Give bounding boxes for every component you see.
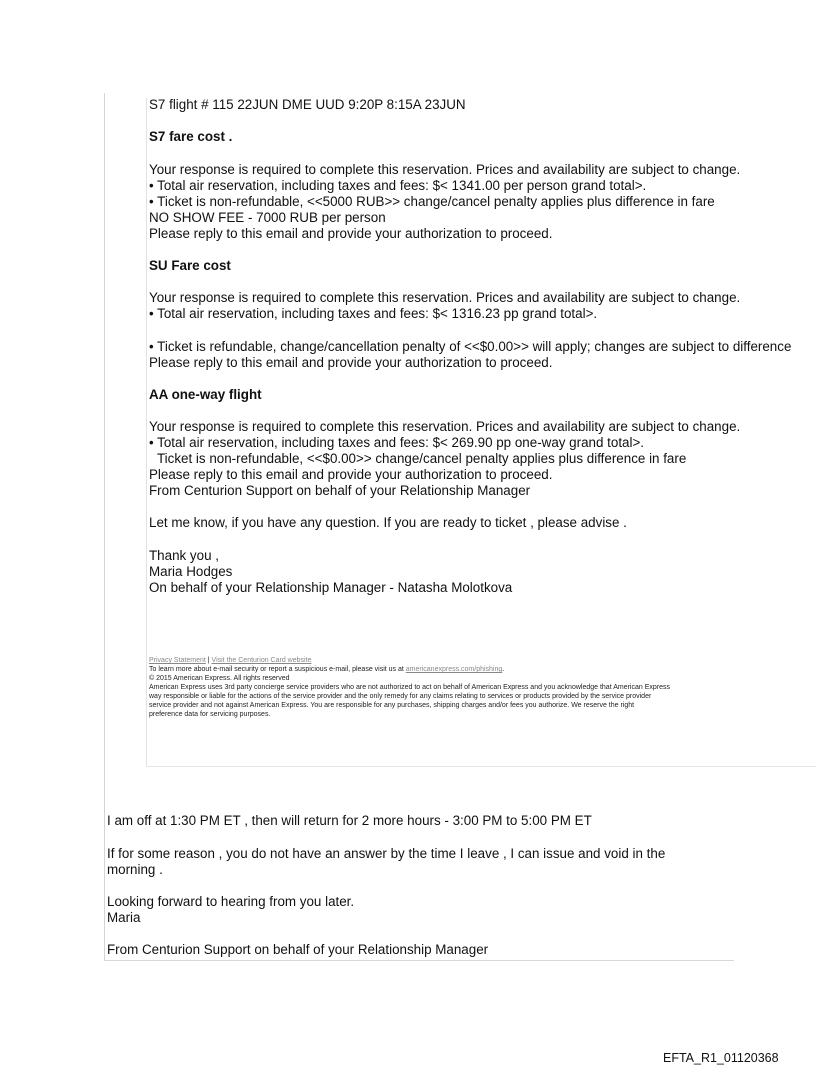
- phishing-link[interactable]: americanexpress.com/phishing: [405, 666, 503, 673]
- s7-total-text: • Total air reservation, including taxes and fees: $< 1341.00 per person grand total>.: [149, 178, 647, 193]
- signer-name: Maria Hodges: [149, 564, 233, 579]
- aa-fare-heading: AA one-way flight: [149, 387, 262, 402]
- su-total-text: • Total air reservation, including taxes and fees: $< 1316.23 pp grand total>.: [149, 306, 598, 321]
- document-id: EFTA_R1_01120368: [663, 1051, 779, 1065]
- disclaimer-line-3: service provider and not against American Express. You are responsible for any purchases, shipping charges and/or fees you authorize. We reserve the right: [149, 702, 635, 709]
- thanks-text: Thank you ,: [149, 548, 219, 563]
- s7-reply-text: Please reply to this email and provide your authorization to proceed.: [149, 226, 553, 241]
- aa-from-text: From Centurion Support on behalf of your Relationship Manager: [149, 483, 531, 498]
- security-notice: [149, 665, 504, 674]
- reason-text-line-2: morning .: [107, 862, 163, 877]
- s7-ticket-text: • Ticket is non-refundable, <<5000 RUB>> change/cancel penalty applies plus difference in fare: [149, 194, 715, 209]
- s7-fare-heading: S7 fare cost .: [149, 129, 233, 144]
- su-reply-text: Please reply to this email and provide your authorization to proceed.: [149, 355, 553, 370]
- security-notice-prefix: To learn more about e-mail security or report a suspicious e-mail, please visit us at: [149, 666, 406, 673]
- s7-flight-line: S7 flight # 115 22JUN DME UUD 9:20P 8:15A 23JUN: [149, 97, 466, 112]
- aa-reply-text: Please reply to this email and provide your authorization to proceed.: [149, 467, 553, 482]
- question-text: Let me know, if you have any question. If you are ready to ticket , please advise .: [149, 515, 627, 530]
- disclaimer-line-4: preference data for servicing purposes.: [149, 711, 271, 718]
- quote-rule-inner: [146, 98, 147, 766]
- aa-response-text: Your response is required to complete this reservation. Prices and availability are subject to change.: [149, 419, 741, 434]
- disclaimer-line-2: way responsible or liable for the actions of the service provider and the only remedy for any claims relating to services or products provided by the service provider: [149, 693, 652, 700]
- s7-noshow-text: NO SHOW FEE - 7000 RUB per person: [149, 210, 386, 225]
- outer-from-text: From Centurion Support on behalf of your Relationship Manager: [107, 942, 489, 957]
- centurion-website-link[interactable]: Visit the Centurion Card website: [211, 657, 312, 664]
- privacy-statement-link[interactable]: Privacy Statement: [149, 657, 206, 664]
- security-notice-suffix: .: [502, 666, 505, 673]
- sender-name: Maria: [107, 910, 141, 925]
- su-response-text: Your response is required to complete this reservation. Prices and availability are subject to change.: [149, 290, 741, 305]
- link-separator: |: [205, 657, 212, 664]
- su-fare-heading: SU Fare cost: [149, 258, 231, 273]
- behalf-text: On behalf of your Relationship Manager - Natasha Molotkova: [149, 580, 513, 595]
- disclaimer-line-1: American Express uses 3rd party concierge service providers who are not authorized to act on behalf of American Express and you acknowledge that American Express: [149, 684, 670, 691]
- copyright-text: © 2015 American Express. All rights reserved: [149, 675, 290, 682]
- footer-links: [149, 656, 311, 665]
- closing-text: Looking forward to hearing from you later.: [107, 894, 355, 909]
- quote-divider-inner: [146, 766, 816, 767]
- su-ticket-text: • Ticket is refundable, change/cancellation penalty of <<$0.00>> will apply; changes are subject to difference: [149, 339, 792, 354]
- quote-divider-outer: [104, 960, 734, 961]
- aa-ticket-text: Ticket is non-refundable, <<$0.00>> change/cancel penalty applies plus difference in fare: [157, 451, 687, 466]
- aa-total-text: • Total air reservation, including taxes and fees: $< 269.90 pp one-way grand total>.: [149, 435, 645, 450]
- s7-response-text: Your response is required to complete this reservation. Prices and availability are subject to change.: [149, 162, 741, 177]
- off-schedule-text: I am off at 1:30 PM ET , then will return for 2 more hours - 3:00 PM to 5:00 PM ET: [107, 813, 592, 828]
- reason-text-line-1: If for some reason , you do not have an answer by the time I leave , I can issue and void in the: [107, 846, 666, 861]
- quote-rule-outer: [104, 93, 105, 961]
